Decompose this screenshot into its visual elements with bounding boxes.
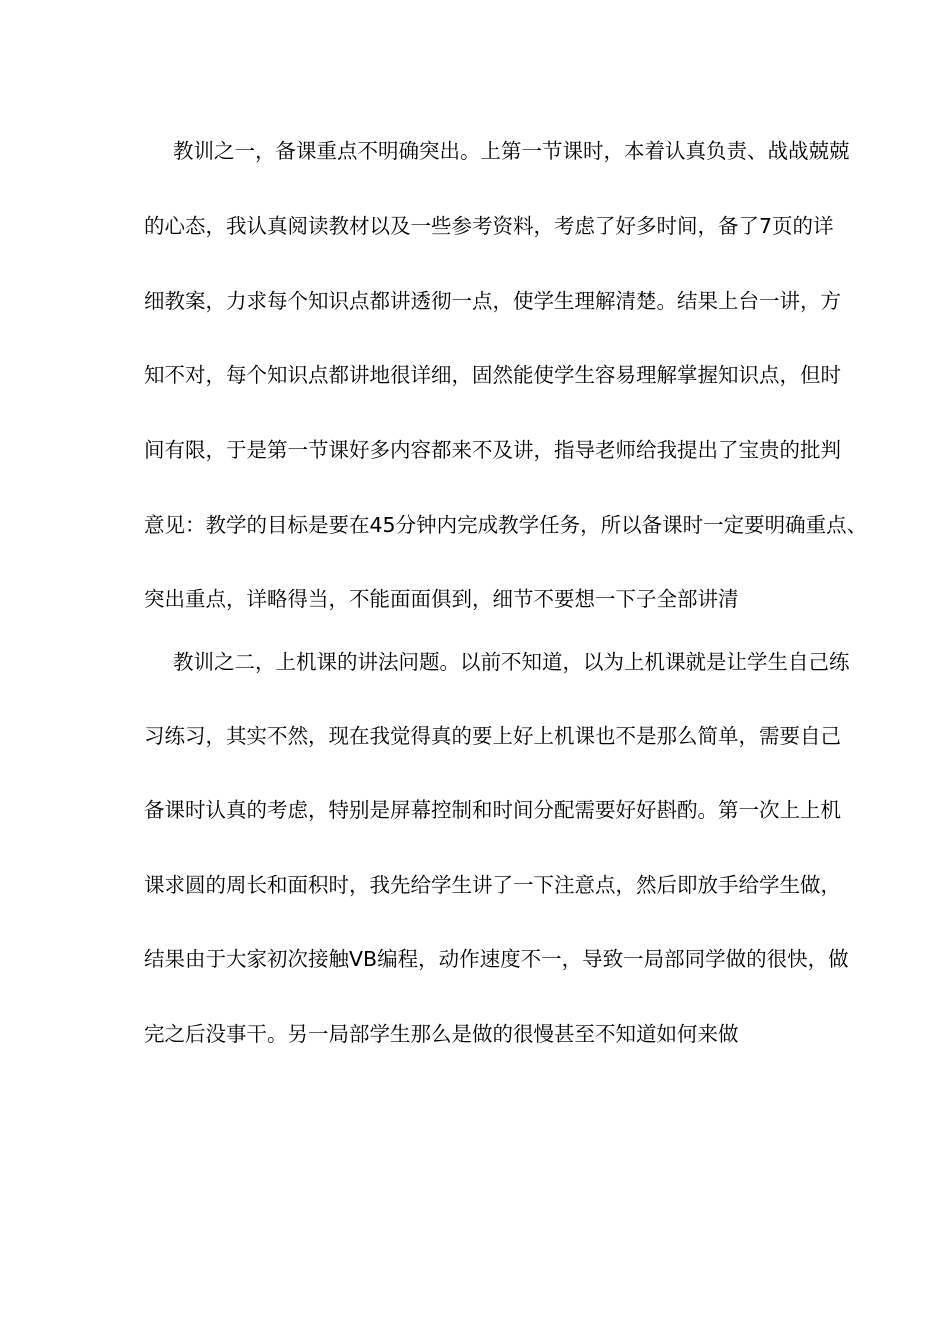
paragraph-1-line-1: 教训之一，备课重点不明确突出。上第一节课时，本着认真负责、战战兢兢: [173, 139, 850, 163]
paragraph-1-line-4: 知不对，每个知识点都讲地很详细，固然能使学生容易理解掌握知识点，但时: [144, 363, 841, 387]
paragraph-2-line-3: 备课时认真的考虑，特别是屏幕控制和时间分配需要好好斟酌。第一次上上机: [144, 798, 841, 822]
paragraph-1-line-2: 的心态，我认真阅读教材以及一些参考资料，考虑了好多时间，备了7页的详: [144, 214, 834, 238]
paragraph-2-line-4: 课求圆的周长和面积时，我先给学生讲了一下注意点，然后即放手给学生做，: [144, 873, 841, 897]
paragraph-2-line-6: 完之后没事干。另一局部学生那么是做的很慢甚至不知道如何来做: [144, 1022, 739, 1046]
paragraph-1-line-7: 突出重点，详略得当，不能面面俱到，细节不要想一下子全部讲清: [144, 587, 739, 611]
paragraph-1-line-3: 细教案，力求每个知识点都讲透彻一点，使学生理解清楚。结果上台一讲，方: [144, 289, 841, 313]
paragraph-1-line-5: 间有限，于是第一节课好多内容都来不及讲，指导老师给我提出了宝贵的批判: [144, 438, 841, 462]
paragraph-2-line-5: 结果由于大家初次接触VB编程，动作速度不一，导致一局部同学做的很快，做: [144, 947, 849, 971]
paragraph-2-line-1: 教训之二，上机课的讲法问题。以前不知道，以为上机课就是让学生自己练: [173, 650, 850, 674]
paragraph-1-line-6: 意见：教学的目标是要在45分钟内完成教学任务，所以备课时一定要明确重点、: [144, 513, 868, 537]
paragraph-2-line-2: 习练习，其实不然，现在我觉得真的要上好上机课也不是那么简单，需要自己: [144, 724, 841, 748]
